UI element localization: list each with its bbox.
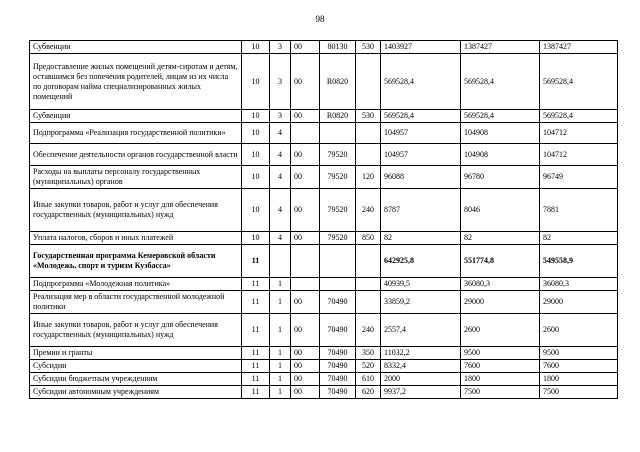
table-row	[30, 41, 618, 54]
cell-v1: 9937,2	[381, 386, 461, 399]
cell-pr: 1	[270, 291, 291, 314]
cell-rz: 10	[242, 54, 270, 110]
cell-v1: 33859,2	[381, 291, 461, 314]
cell-name: Субсидии автономным учреждениям	[30, 386, 242, 399]
cell-cs: 79520	[320, 232, 356, 245]
cell-v3: 7600	[540, 360, 618, 373]
cell-name: Расходы на выплаты персоналу государственных (муниципальных) органов	[30, 166, 242, 189]
cell-prog: 00	[291, 360, 320, 373]
cell-prog: 00	[291, 386, 320, 399]
cell-v3: 1387427	[540, 41, 618, 54]
cell-cs: 79520	[320, 189, 356, 232]
table-row	[30, 373, 618, 386]
cell-v3: 2600	[540, 314, 618, 347]
cell-name: Обеспечение деятельности органов государственной власти	[30, 144, 242, 166]
cell-v3: 7881	[540, 189, 618, 232]
cell-rz: 10	[242, 41, 270, 54]
cell-name: Реализация мер в области государственной молодежной политики	[30, 291, 242, 314]
cell-v1: 642925,8	[381, 245, 461, 278]
cell-name: Субсидии	[30, 360, 242, 373]
cell-name: Подпрограмма «Реализация государственной политики»	[30, 123, 242, 144]
cell-pr: 4	[270, 189, 291, 232]
cell-v3: 104712	[540, 144, 618, 166]
cell-rz: 11	[242, 245, 270, 278]
cell-rz: 11	[242, 386, 270, 399]
cell-pr: 1	[270, 386, 291, 399]
cell-prog: 00	[291, 54, 320, 110]
table-row	[30, 386, 618, 399]
cell-rz: 11	[242, 347, 270, 360]
cell-rz: 11	[242, 314, 270, 347]
cell-v1: 104957	[381, 144, 461, 166]
cell-rz: 11	[242, 373, 270, 386]
table-row	[30, 144, 618, 166]
cell-v1: 40939,5	[381, 278, 461, 291]
table-row	[30, 166, 618, 189]
cell-cs: 79520	[320, 144, 356, 166]
cell-cs: 70490	[320, 291, 356, 314]
cell-cs: 79520	[320, 166, 356, 189]
cell-prog: 00	[291, 347, 320, 360]
cell-name: Иные закупки товаров, работ и услуг для обеспечения государственных (муниципальных) нужд	[30, 189, 242, 232]
cell-prog	[291, 123, 320, 144]
cell-v1: 2000	[381, 373, 461, 386]
cell-v3: 82	[540, 232, 618, 245]
cell-prog: 00	[291, 314, 320, 347]
cell-v2: 9500	[461, 347, 540, 360]
cell-cs: R0820	[320, 110, 356, 123]
table-row	[30, 314, 618, 347]
cell-v1: 8787	[381, 189, 461, 232]
table-row	[30, 291, 618, 314]
cell-v2: 8046	[461, 189, 540, 232]
page-number: 98	[315, 14, 325, 24]
cell-pr	[270, 245, 291, 278]
cell-v3: 9500	[540, 347, 618, 360]
cell-vr	[356, 245, 381, 278]
cell-prog: 00	[291, 232, 320, 245]
cell-name: Уплата налогов, сборов и иных платежей	[30, 232, 242, 245]
cell-v1: 1403927	[381, 41, 461, 54]
cell-vr: 610	[356, 373, 381, 386]
cell-prog: 00	[291, 291, 320, 314]
cell-pr: 3	[270, 54, 291, 110]
cell-vr	[356, 144, 381, 166]
cell-v2: 82	[461, 232, 540, 245]
cell-rz: 10	[242, 123, 270, 144]
cell-pr: 4	[270, 166, 291, 189]
table-row	[30, 347, 618, 360]
cell-v2: 104908	[461, 123, 540, 144]
cell-v2: 1387427	[461, 41, 540, 54]
cell-v1: 96088	[381, 166, 461, 189]
cell-v2: 569528,4	[461, 110, 540, 123]
cell-rz: 11	[242, 360, 270, 373]
cell-v2: 1800	[461, 373, 540, 386]
cell-v3: 549558,9	[540, 245, 618, 278]
cell-cs	[320, 123, 356, 144]
cell-vr: 520	[356, 360, 381, 373]
cell-name: Субвенции	[30, 41, 242, 54]
cell-v1: 569528,4	[381, 54, 461, 110]
cell-v2: 96780	[461, 166, 540, 189]
cell-pr: 1	[270, 347, 291, 360]
budget-table	[29, 40, 618, 399]
cell-prog: 00	[291, 144, 320, 166]
cell-pr: 3	[270, 110, 291, 123]
cell-pr: 3	[270, 41, 291, 54]
cell-v3: 104712	[540, 123, 618, 144]
cell-vr	[356, 278, 381, 291]
cell-prog	[291, 245, 320, 278]
cell-v1: 569528,4	[381, 110, 461, 123]
cell-vr: 240	[356, 314, 381, 347]
cell-cs	[320, 278, 356, 291]
cell-vr: 240	[356, 189, 381, 232]
table-row	[30, 54, 618, 110]
cell-v1: 8332,4	[381, 360, 461, 373]
cell-name: Иные закупки товаров, работ и услуг для обеспечения государственных (муниципальных) нужд	[30, 314, 242, 347]
cell-cs: 70490	[320, 373, 356, 386]
cell-vr	[356, 291, 381, 314]
cell-pr: 1	[270, 314, 291, 347]
cell-rz: 10	[242, 144, 270, 166]
cell-pr: 1	[270, 373, 291, 386]
cell-rz: 11	[242, 291, 270, 314]
cell-prog: 00	[291, 110, 320, 123]
cell-v3: 1800	[540, 373, 618, 386]
cell-vr: 850	[356, 232, 381, 245]
cell-cs: 80130	[320, 41, 356, 54]
cell-prog: 00	[291, 166, 320, 189]
cell-v2: 36080,3	[461, 278, 540, 291]
cell-v2: 7600	[461, 360, 540, 373]
cell-vr: 350	[356, 347, 381, 360]
cell-rz: 10	[242, 166, 270, 189]
cell-cs: R0820	[320, 54, 356, 110]
cell-v3: 29000	[540, 291, 618, 314]
cell-v2: 104908	[461, 144, 540, 166]
cell-vr: 530	[356, 110, 381, 123]
cell-v3: 569528,4	[540, 54, 618, 110]
cell-pr: 4	[270, 144, 291, 166]
cell-vr	[356, 123, 381, 144]
cell-v1: 104957	[381, 123, 461, 144]
cell-rz: 10	[242, 232, 270, 245]
cell-pr: 4	[270, 123, 291, 144]
cell-rz: 10	[242, 189, 270, 232]
table-row	[30, 189, 618, 232]
table-row	[30, 245, 618, 278]
cell-name: Премии и гранты	[30, 347, 242, 360]
cell-cs: 70490	[320, 347, 356, 360]
cell-cs: 70490	[320, 314, 356, 347]
cell-v2: 7500	[461, 386, 540, 399]
cell-name: Субсидии бюджетным учреждениям	[30, 373, 242, 386]
table-row	[30, 278, 618, 291]
cell-prog: 00	[291, 41, 320, 54]
cell-prog	[291, 278, 320, 291]
cell-name: Предоставление жилых помещений детям-сиротам и детям, оставшимся без попечения родителей, лицам из их числа по договорам найма специализированных жилых помещений	[30, 54, 242, 110]
cell-cs: 70490	[320, 386, 356, 399]
cell-pr: 1	[270, 360, 291, 373]
cell-name: Государственная программа Кемеровской области «Молодежь, спорт и туризм Кузбасса»	[30, 245, 242, 278]
cell-name: Подпрограмма «Молодежная политика»	[30, 278, 242, 291]
cell-prog: 00	[291, 373, 320, 386]
cell-vr: 530	[356, 41, 381, 54]
cell-vr	[356, 54, 381, 110]
cell-prog: 00	[291, 189, 320, 232]
cell-v1: 82	[381, 232, 461, 245]
cell-name: Субвенции	[30, 110, 242, 123]
cell-v1: 2557,4	[381, 314, 461, 347]
cell-v2: 569528,4	[461, 54, 540, 110]
cell-rz: 10	[242, 110, 270, 123]
table-row	[30, 110, 618, 123]
cell-v3: 569528,4	[540, 110, 618, 123]
cell-v2: 29000	[461, 291, 540, 314]
cell-vr: 120	[356, 166, 381, 189]
cell-cs	[320, 245, 356, 278]
cell-vr: 620	[356, 386, 381, 399]
cell-v3: 96749	[540, 166, 618, 189]
table-row	[30, 360, 618, 373]
cell-cs: 70490	[320, 360, 356, 373]
cell-pr: 1	[270, 278, 291, 291]
table-row	[30, 232, 618, 245]
table-row	[30, 123, 618, 144]
cell-rz: 11	[242, 278, 270, 291]
cell-v2: 2600	[461, 314, 540, 347]
cell-v1: 11032,2	[381, 347, 461, 360]
cell-v3: 7500	[540, 386, 618, 399]
cell-v2: 551774,8	[461, 245, 540, 278]
cell-v3: 36080,3	[540, 278, 618, 291]
cell-pr: 4	[270, 232, 291, 245]
